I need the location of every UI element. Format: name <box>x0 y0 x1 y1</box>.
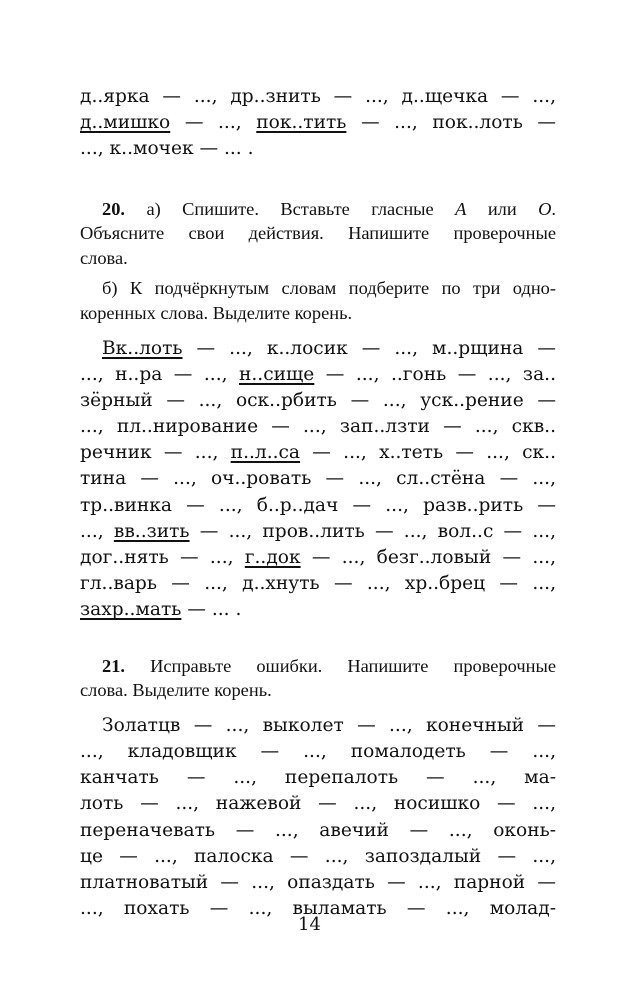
exercise-20-instruction: 20. а) Спишите. Вставьте гласные А или О. <box>102 198 557 219</box>
word-line: ..., пл..нирование — ..., зап..лзти — ..., скв.. <box>80 416 556 438</box>
word-line: дог..нять — ..., г..док — ..., безг..ловый — ..., <box>80 547 556 569</box>
underlined-word: вв..зить <box>113 520 190 542</box>
word-line: д..ярка — ..., др..знить — ..., д..щечка — ..., <box>80 86 556 107</box>
exercise-21-instruction: 21. Исправьте ошибки. Напишите проверочные <box>102 655 556 676</box>
instruction-line: слова. <box>80 247 128 268</box>
underlined-word: н..сище <box>239 363 315 385</box>
word-line: ..., вв..зить — ..., пров..лить — ..., вол..с — ..., <box>80 520 557 542</box>
word-line: ..., н..ра — ..., н..сище — ..., ..гонь — ..., за.. <box>80 363 556 385</box>
word-line: зёрный — ..., оск..рбить — ..., уск..рение — <box>80 389 556 411</box>
word-line: гл..варь — ..., д..хнуть — ..., хр..брец — ..., <box>80 573 556 595</box>
word-line: це — ..., палоска — ..., запоздалый — ..., <box>80 845 556 867</box>
underlined-word: п..л..са <box>230 442 301 464</box>
word-line: лоть — ..., нажевой — ..., носишко — ..., <box>80 793 556 815</box>
underlined-word: Вк..лоть <box>102 337 183 359</box>
word-line: ..., похать — ..., выламать — ..., молад- <box>80 898 556 920</box>
word-line: д..мишко — ..., пок..тить — ..., пок..лоть — <box>80 112 557 134</box>
underlined-word: г..док <box>244 547 301 569</box>
instruction-line: Объясните свои действия. Напишите проверочные <box>80 223 556 244</box>
word-line: канчать — ..., перепалоть — ..., ма- <box>80 767 556 789</box>
word-line: тр..винка — ..., б..р..дач — ..., разв..рить — <box>80 494 556 516</box>
word-line: переначевать — ..., авечий — ..., оконь- <box>80 819 556 841</box>
word-line: Золатцв — ..., выколет — ..., конечный — <box>102 714 556 736</box>
underlined-word: д..мишко <box>80 112 171 134</box>
page-number: 14 <box>298 914 321 935</box>
word-line: захр..мать — ... . <box>80 599 242 621</box>
instruction-line: слова. Выделите корень. <box>80 680 272 701</box>
instruction-line: коренных слова. Выделите корень. <box>80 302 353 323</box>
instruction-line: б) К подчёркнутым словам подберите по три одно- <box>102 278 556 299</box>
word-line: речник — ..., п..л..са — ..., х..теть — ..., ск.. <box>80 442 557 464</box>
word-line: ..., к..мочек — ... . <box>80 138 254 160</box>
exercise-number: 20. <box>102 198 125 219</box>
word-line: платноватый — ..., опаздать — ..., парной — <box>80 871 556 893</box>
word-line: Вк..лоть — ..., к..лосик — ..., м..рщина — <box>102 337 556 359</box>
word-line: тина — ..., оч..ровать — ..., сл..стёна — ..., <box>80 468 556 490</box>
exercise-number: 21. <box>102 655 125 676</box>
underlined-word: пок..тить <box>256 112 347 134</box>
page-content <box>80 84 556 922</box>
word-line: ..., кладовщик — ..., помалодеть — ..., <box>80 740 556 762</box>
underlined-word: захр..мать <box>80 599 182 621</box>
